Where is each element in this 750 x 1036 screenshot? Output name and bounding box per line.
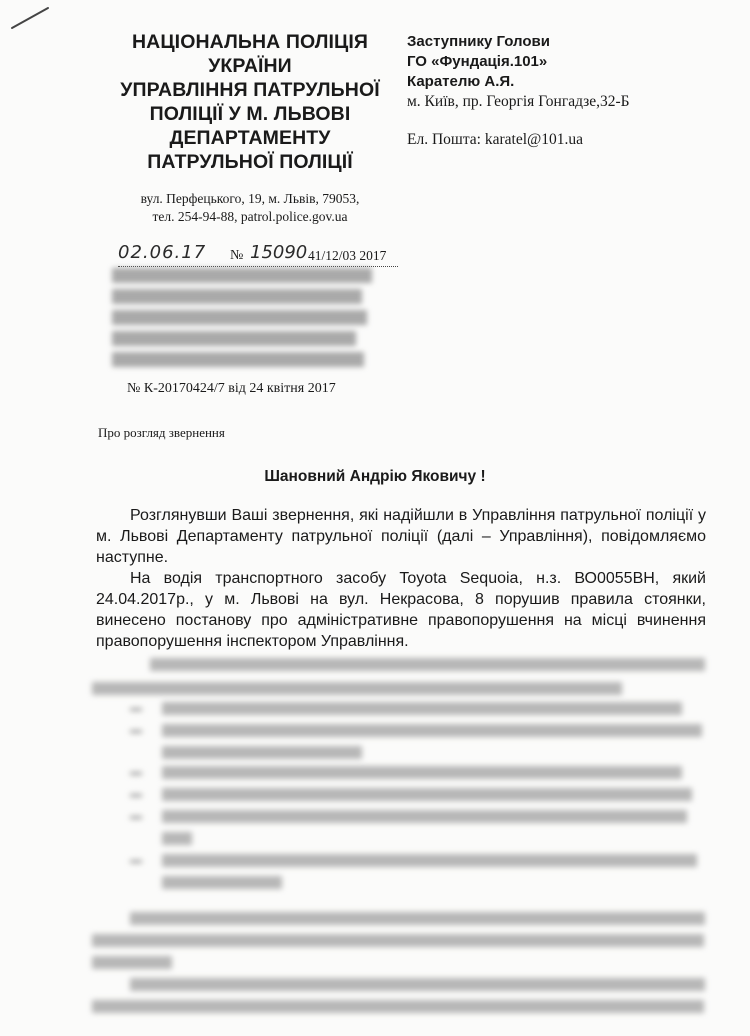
sender-name	[100, 30, 400, 174]
recipient-address: м. Київ, пр. Георгія Гонгадзе,32-Б	[407, 93, 630, 110]
redacted-body-section	[90, 650, 715, 1030]
sender-name-line: НАЦІОНАЛЬНА ПОЛІЦІЯ	[131, 31, 369, 53]
letter-body	[96, 505, 706, 652]
recipient-block	[407, 32, 737, 150]
recipient-line: Заступнику Голови	[407, 33, 550, 50]
outgoing-number-printed: 41/12/03 2017	[308, 248, 387, 263]
outgoing-no-sign: №	[230, 248, 244, 263]
recipient-line: Карателю А.Я.	[407, 73, 515, 90]
reference-number: № К-20170424/7 від 24 квітня 2017	[127, 381, 336, 396]
outgoing-dotted-line	[118, 266, 398, 267]
letter-subject: Про розгляд звернення	[98, 425, 225, 440]
recipient-email: Ел. Пошта: karatel@101.ua	[407, 131, 584, 148]
outgoing-number-handwritten: 15090	[250, 242, 308, 263]
sender-name-line: ДЕПАРТАМЕНТУ	[169, 127, 331, 149]
recipient-line: ГО «Фундація.101»	[407, 53, 548, 70]
sender-name-line: УКРАЇНИ	[208, 55, 292, 77]
sender-name-line: ПАТРУЛЬНОЇ ПОЛІЦІЇ	[147, 151, 353, 173]
sender-block	[100, 30, 400, 226]
salutation: Шановний Андрію Яковичу !	[264, 468, 486, 485]
sender-name-line: УПРАВЛІННЯ ПАТРУЛЬНОЇ	[120, 79, 380, 101]
pen-stroke-mark	[8, 2, 52, 32]
redacted-registration-block	[112, 268, 372, 374]
sender-address-block	[100, 190, 400, 226]
body-paragraph: На водія транспортного засобу Toyota Sequoia, н.з. ВО0055ВН, який 24.04.2017р., у м. Львові на вул. Некрасова, 8 порушив правила стоянки, винесено постанову про адміністративне правопорушення на місці вчинення правопорушення інспектором Управління.	[96, 570, 706, 650]
sender-name-line: ПОЛІЦІЇ У М. ЛЬВОВІ	[149, 103, 351, 125]
outgoing-date-handwritten: 02.06.17	[118, 242, 207, 263]
sender-contacts: тел. 254-94-88, patrol.police.gov.ua	[152, 209, 348, 224]
body-paragraph: Розглянувши Ваші звернення, які надійшли в Управління патрульної поліції у м. Львові Департаменту патрульної поліції (далі – Управління), повідомляємо наступне.	[96, 507, 706, 566]
sender-address: вул. Перфецького, 19, м. Львів, 79053,	[140, 191, 360, 206]
